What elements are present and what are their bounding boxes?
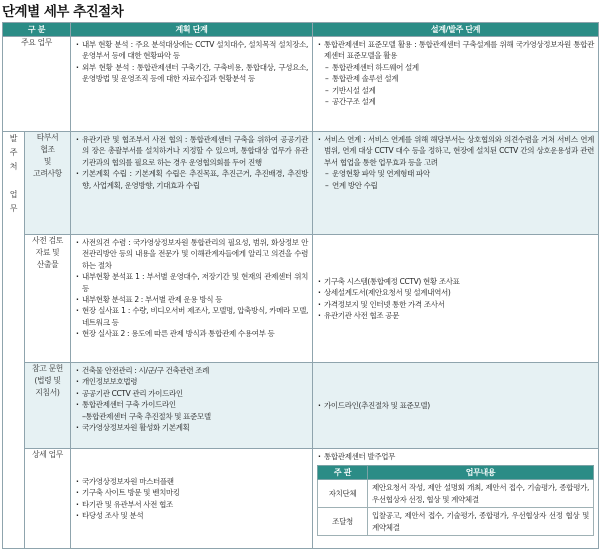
plan-sub-item: –통합관제센터 구축 추진절차 및 표준모델: [82, 411, 211, 421]
plan-item: · 유관기관 및 협조부서 사전 협의 : 통합관제센터 구축을 위하여 공공기관의 장은 총괄부서를 설치하거나 지정할 수 있으며, 통합대상 업무가 유관기관과의 협의를 필요로 하는 경우 운영협의회를 두어 진행: [75, 134, 308, 168]
procedure-table: [2, 22, 599, 549]
plan-item: · 건축물 안전관리 : 시/군/구 건축관련 조례: [75, 365, 308, 376]
inner-org: 조달청: [318, 508, 368, 536]
inner-org: 자치단체: [318, 480, 368, 508]
design-item: · 상세설계도서(제안요청서 및 설계내역서): [317, 287, 594, 298]
plan-item: · 기구축 사이트 방문 및 벤치마킹: [75, 487, 308, 498]
category-review-materials: 사전 검토 자료 및 산출물: [25, 235, 71, 363]
design-sub-item: – 공간구조 설계: [325, 96, 594, 107]
plan-item: · 내부 현황 분석 : 주요 분석대상에는 CCTV 설치대수, 설치목적 설치장소, 운영부서 등에 대한 현황파악 등: [75, 39, 308, 62]
row-detail-tasks: [3, 449, 599, 549]
phase-char: 처: [9, 162, 18, 171]
inner-row: [318, 480, 594, 508]
plan-item: · 내부현황 분석표 1 : 부서별 운영대수, 저장기간 및 현재의 관제센터 위치 등: [75, 271, 308, 294]
phase-char: 주: [9, 148, 18, 157]
page-title: 단계별 세부 추진절차: [2, 4, 124, 20]
plan-review-materials: [71, 235, 313, 363]
plan-references: [71, 363, 313, 449]
plan-item: · 내부현황 분석표 2 : 부서별 관제 운용 방식 등: [75, 294, 308, 305]
design-item: · 기구축 시스템(통합예정 CCTV) 현황 조사표: [317, 276, 594, 287]
plan-item: · 공공기관 CCTV 관리 가이드라인: [75, 388, 308, 399]
plan-item: · 기본계획 수립 : 기본계획 수립은 추진목표, 추진근거, 추진배경, 추진방향, 사업계획, 운영방향, 기대효과 수립: [75, 168, 308, 191]
design-intro: · 서비스 연계 : 서비스 연계를 위해 해당부서는 상호협의와 의견수렴을 거쳐 서비스 연계 범위, 연계 대상 CCTV 대수 등을 정하고, 현장에 설치된 CCTV 간의 상호운용성과 관련부서 협업을 통한 업무효과 등을 고려: [317, 134, 594, 168]
design-sub-item: – 기반시설 설계: [325, 85, 594, 96]
row-review-materials: [3, 235, 599, 363]
design-sub-item: – 연계 방안 수립: [325, 180, 594, 191]
inner-task: 제안요청서 작성, 제안 설명회 개최, 제안서 접수, 기술평가, 종합평가, 우선협상자 선정, 협상 및 계약체결: [368, 480, 594, 508]
header-design: 설계/발주 단계: [313, 23, 599, 37]
design-item: · 유관기관 사전 협조 공문: [317, 310, 594, 321]
header-row: [3, 23, 599, 37]
design-item: · 가격정보지 및 인터넷 통한 가격 조사서: [317, 299, 594, 310]
category-cooperation: 타부서 협조 및 고려사항: [25, 132, 71, 235]
plan-item: · 국가영상정보자원 마스터플랜: [75, 476, 308, 487]
plan-detail-tasks: [71, 449, 313, 549]
plan-main-tasks: [71, 37, 313, 132]
design-review-materials: [313, 235, 599, 363]
plan-item: · 사전의견 수렴 : 국가영상정보자원 통합관리의 필요성, 범위, 화상정보 안전관리방안 등의 내용을 전문가 및 이해관계자들에게 알리고 의견을 수렴하는 절차: [75, 237, 308, 271]
category-detail-tasks: 상세 업무: [25, 449, 71, 549]
design-intro: · 통합관제센터 발주업무: [317, 451, 594, 462]
plan-item: · 현장 실사표 1 : 수량, 비디오서버 제조사, 모델명, 압축방식, 카메라 모델, 네트워크 등: [75, 305, 308, 328]
phase-char: 업: [9, 190, 18, 199]
ordering-task-table: [317, 465, 594, 536]
row-main-tasks: [3, 37, 599, 132]
category-references: 참고 문헌 (법령 및 지침서): [25, 363, 71, 449]
design-cooperation: [313, 132, 599, 235]
design-sub-item: – 통합관제 솔루션 설계: [325, 73, 594, 84]
row-references: [3, 363, 599, 449]
inner-header-task: 업무내용: [368, 466, 594, 480]
plan-cooperation: [71, 132, 313, 235]
design-item: · 가이드라인(추진절차 및 표준모델): [317, 400, 594, 411]
inner-row: [318, 508, 594, 536]
phase-label: [3, 132, 25, 549]
design-detail-tasks: [313, 449, 599, 549]
plan-item: · 타기관 및 유관부서 사전 협조: [75, 499, 308, 510]
header-category: 구 분: [3, 23, 71, 37]
inner-header-subject: 주 관: [318, 466, 368, 480]
row-cooperation: [3, 132, 599, 235]
plan-item: · 국가영상정보자원 활성화 기본계획: [75, 422, 308, 433]
category-main-tasks: 주요 업무: [3, 37, 71, 132]
inner-task: 입찰공고, 제안서 접수, 기술평가, 종합평가, 우선협상자 선정 협상 및 계약체결: [368, 508, 594, 536]
plan-item: · 통합관제센터 구축 가이드라인: [75, 399, 308, 410]
plan-item: · 개인정보보호법령: [75, 376, 308, 387]
design-intro: · 통합관제센터 표준모델 활용 : 통합관제센터 구축설계를 위해 국가영상정보자원 통합관제센터 표준모델을 활용: [317, 39, 594, 62]
design-sub-item: – 운영현황 파악 및 연계형태 파악: [325, 168, 594, 179]
design-references: [313, 363, 599, 449]
design-main-tasks: [313, 37, 599, 132]
header-plan: 계획 단계: [71, 23, 313, 37]
phase-char: 발: [9, 134, 18, 143]
design-sub-item: – 통합관제센터 하드웨어 설계: [325, 62, 594, 73]
phase-char: 무: [9, 204, 18, 213]
plan-item: · 현장 실사표 2 : 용도에 따른 관제 방식과 통합관제 수용여부 등: [75, 328, 308, 339]
plan-item: · 타당성 조사 및 분석: [75, 510, 308, 521]
plan-item: · 외부 현황 분석 : 통합관제센터 구축기간, 구축비용, 통합대상, 구성요소, 운영방법 및 운영조직 등에 대한 자료수집과 현황분석 등: [75, 62, 308, 85]
